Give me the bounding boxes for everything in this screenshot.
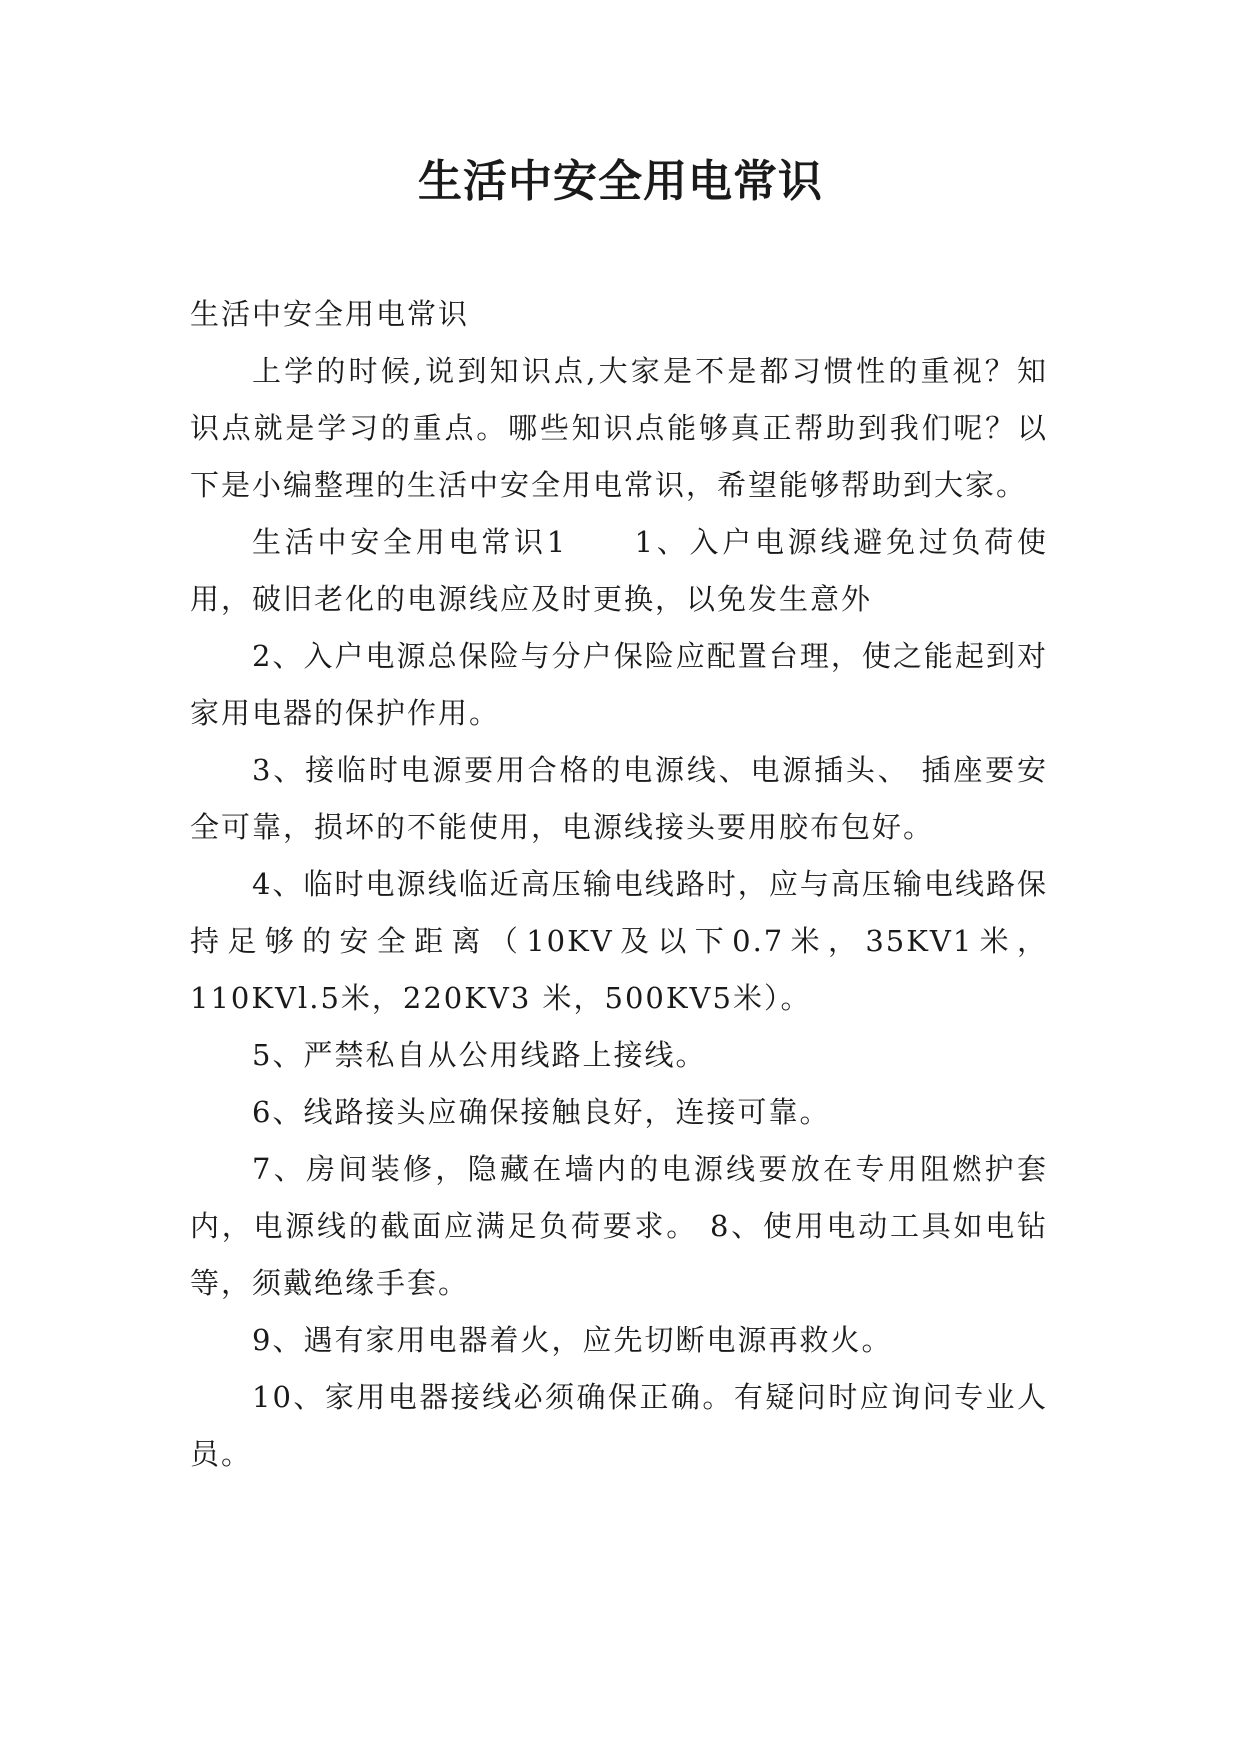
- tip-paragraph-2: 2、入户电源总保险与分户保险应配置台理，使之能起到对家用电器的保护作用。: [190, 639, 1048, 730]
- document-body: [190, 286, 1048, 1483]
- document-title: 生活中安全用电常识: [418, 156, 823, 207]
- tip-paragraph-10: 10、家用电器接线必须确保正确。有疑问时应询问专业人员。: [190, 1380, 1048, 1471]
- tip-paragraph-7-8: 7、房间装修，隐藏在墙内的电源线要放在专用阻燃护套内，电源线的截面应满足负荷要求。 8、使用电动工具如电钻等，须戴绝缘手套。: [190, 1152, 1048, 1300]
- tip-paragraph-3: 3、接临时电源要用合格的电源线、电源插头、 插座要安全可靠，损坏的不能使用，电源线接头要用胶布包好。: [190, 753, 1048, 844]
- document-subtitle: 生活中安全用电常识: [190, 297, 470, 331]
- intro-paragraph: 上学的时候,说到知识点,大家是不是都习惯性的重视？知识点就是学习的重点。哪些知识点能够真正帮助到我们呢？以下是小编整理的生活中安全用电常识，希望能够帮助到大家。: [190, 354, 1048, 502]
- tip-paragraph-5: 5、严禁私自从公用线路上接线。: [252, 1038, 707, 1072]
- tip-paragraph-4: 4、临时电源线临近高压输电线路时，应与高压输电线路保持足够的安全距离（10KV及以下0.7米，35KV1米，110KVl.5米，220KV3 米，500KV5米）。: [190, 867, 1048, 1015]
- tip-paragraph-6: 6、线路接头应确保接触良好，连接可靠。: [252, 1095, 831, 1129]
- tip-paragraph-9: 9、遇有家用电器着火，应先切断电源再救火。: [252, 1323, 893, 1357]
- tip-paragraph-1: 生活中安全用电常识1 1、入户电源线避免过负荷使用，破旧老化的电源线应及时更换，以免发生意外: [190, 525, 1048, 616]
